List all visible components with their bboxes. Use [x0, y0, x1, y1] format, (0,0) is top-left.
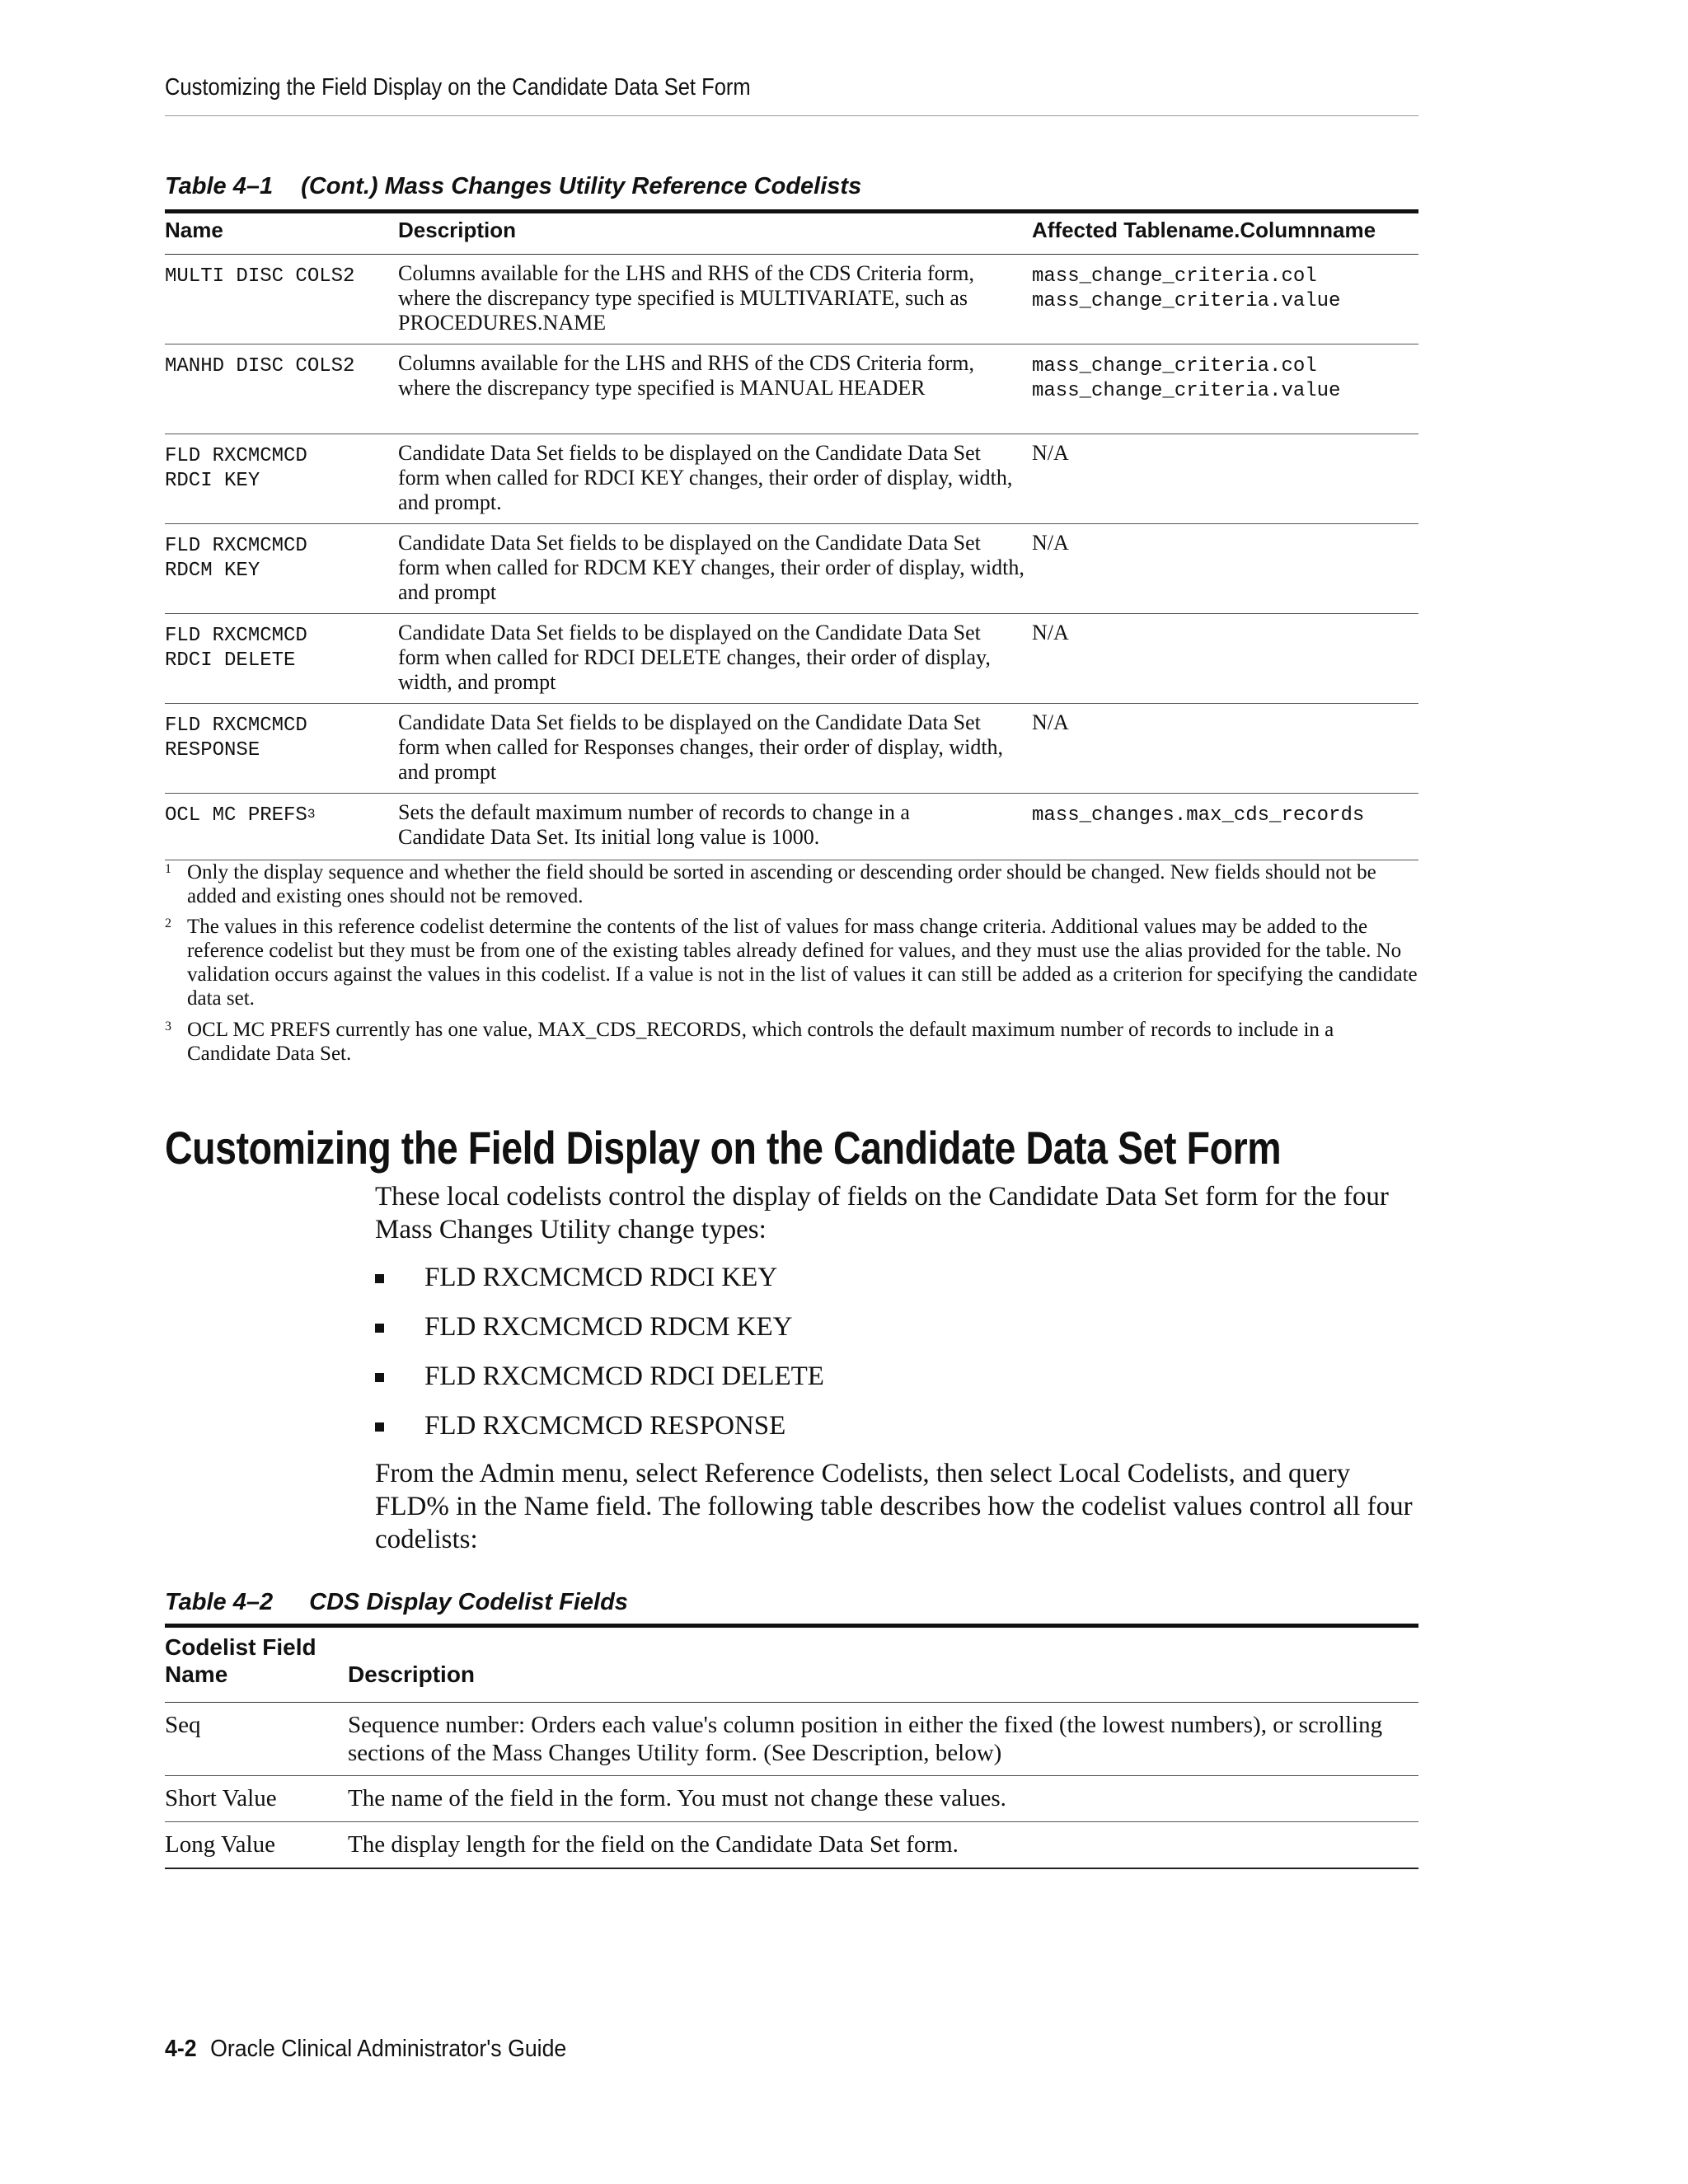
table-row — [165, 1822, 1418, 1869]
section-instructions: From the Admin menu, select Reference Codelists, then select Local Codelists, and query FLD% in the Name field. The following table describes how the codelist values control all four codelists: — [375, 1459, 1413, 1554]
footnote-3: 3 OCL MC PREFS currently has one value, MAX_CDS_RECORDS, which controls the default maximum number of records to include in a Candidate Data Set. — [165, 1019, 1334, 1065]
row-name: FLD RXCMCMCD RESPONSE — [165, 715, 307, 762]
table-row — [165, 1776, 1418, 1822]
page-footer — [165, 2036, 566, 2063]
row-description: Columns available for the LHS and RHS of the CDS Criteria form, where the discrepancy type specified is MULTIVARIATE, such as PROCEDURES.NAME — [398, 261, 975, 335]
row-affected: mass_changes.max_cds_records — [1032, 804, 1365, 827]
list-item: FLD RXCMCMCD RESPONSE — [375, 1409, 824, 1459]
table1-caption-title: (Cont.) Mass Changes Utility Reference Codelists — [301, 173, 862, 199]
row-affected: mass_change_criteria.col mass_change_criteria.value — [1032, 265, 1341, 312]
table2-caption-title: CDS Display Codelist Fields — [309, 1589, 628, 1615]
table2-caption-label: Table 4–2 — [165, 1589, 274, 1615]
table-row — [165, 255, 1418, 344]
row-name: MULTI DISC COLS2 — [165, 265, 355, 288]
row-affected: N/A — [1032, 621, 1069, 644]
bullet-square-icon — [375, 1422, 384, 1432]
table2-caption — [165, 1589, 628, 1616]
row-name: FLD RXCMCMCD RDCI DELETE — [165, 625, 307, 672]
codelist-bullet-list — [375, 1261, 824, 1459]
row-description: Sequence number: Orders each value's column position in either the fixed (the lowest numbers), or scrolling sections of the Mass Changes Utility form. (See Description, below) — [348, 1712, 1383, 1766]
table-row — [165, 344, 1418, 434]
table1-header-row — [165, 216, 1418, 255]
bullet-square-icon — [375, 1373, 384, 1382]
list-item: FLD RXCMCMCD RDCM KEY — [375, 1310, 824, 1360]
page-number: 4-2 — [165, 2036, 197, 2062]
row-affected: mass_change_criteria.col mass_change_criteria.value — [1032, 355, 1341, 402]
row-field: Long Value — [165, 1831, 275, 1858]
row-field: Short Value — [165, 1785, 277, 1811]
table-row — [165, 794, 1418, 860]
section-heading: Customizing the Field Display on the Candidate Data Set Form — [165, 1122, 1282, 1174]
row-field: Seq — [165, 1712, 201, 1738]
table1-caption — [165, 173, 861, 200]
row-description: Candidate Data Set fields to be displayed on the Candidate Data Set form when called for RDCM KEY changes, their order of display, width, and prompt — [398, 531, 1025, 604]
list-item: FLD RXCMCMCD RDCI DELETE — [375, 1360, 824, 1409]
book-title: Oracle Clinical Administrator's Guide — [210, 2036, 567, 2062]
row-description: Columns available for the LHS and RHS of the CDS Criteria form, where the discrepancy type specified is MANUAL HEADER — [398, 351, 975, 400]
table2-header-row — [165, 1636, 1418, 1703]
table2-col-description: Description — [348, 1661, 476, 1687]
row-description: Sets the default maximum number of records to change in a Candidate Data Set. Its initial long value is 1000. — [398, 800, 910, 849]
table-row — [165, 704, 1418, 794]
row-name: MANHD DISC COLS2 — [165, 355, 355, 377]
table-row — [165, 1703, 1418, 1776]
section-intro: These local codelists control the display of fields on the Candidate Data Set form for the four Mass Changes Utility change types: — [375, 1182, 1389, 1244]
table2-col-field: Codelist Field Name — [165, 1634, 316, 1687]
row-description: Candidate Data Set fields to be displayed on the Candidate Data Set form when called for RDCI DELETE changes, their order of display, width, and prompt — [398, 621, 991, 694]
row-name: OCL MC PREFS$^3$ — [165, 804, 316, 827]
bullet-square-icon — [375, 1274, 384, 1283]
table1-col-name: Name — [165, 218, 223, 242]
footnote-1: 1 Only the display sequence and whether the field should be sorted in ascending or descending order should be changed. New fields should not be added and existing ones should not be removed. — [165, 861, 1376, 907]
table1 — [165, 216, 1418, 860]
row-name: FLD RXCMCMCD RDCI KEY — [165, 445, 307, 492]
table-row — [165, 524, 1418, 614]
table1-col-affected: Affected Tablename.Columnname — [1032, 218, 1376, 242]
bullet-square-icon — [375, 1324, 384, 1333]
table1-caption-label: Table 4–1 — [165, 173, 274, 199]
row-name: FLD RXCMCMCD RDCM KEY — [165, 535, 307, 582]
row-description: Candidate Data Set fields to be displayed on the Candidate Data Set form when called for Responses changes, their order of display, width, and prompt — [398, 710, 1004, 784]
row-description: The display length for the field on the Candidate Data Set form. — [348, 1831, 959, 1858]
row-description: Candidate Data Set fields to be displayed on the Candidate Data Set form when called for RDCI KEY changes, their order of display, width, and prompt. — [398, 441, 1013, 514]
running-header: Customizing the Field Display on the Candidate Data Set Form — [165, 74, 751, 101]
table1-top-rule — [165, 209, 1418, 213]
table1-col-description: Description — [398, 218, 517, 242]
table-row — [165, 434, 1418, 524]
list-item: FLD RXCMCMCD RDCI KEY — [375, 1261, 824, 1310]
header-rule — [165, 115, 1418, 116]
table2-top-rule — [165, 1624, 1418, 1628]
footnote-ref: 3 — [307, 807, 316, 822]
table-row — [165, 614, 1418, 704]
table2 — [165, 1636, 1418, 1869]
row-affected: N/A — [1032, 441, 1069, 465]
footnote-2: 2 The values in this reference codelist determine the contents of the list of values for mass change criteria. Additional values may be added to the reference codelist but they must be from one of the existing tables already defined for values, and they must use the alias provided for the table. No validation occurs against the values in this codelist. If a value is not in the list of values it can still be added as a criterion for specifying the candidate data set. — [165, 916, 1418, 1010]
row-affected: N/A — [1032, 531, 1069, 555]
row-affected: N/A — [1032, 710, 1069, 734]
row-description: The name of the field in the form. You must not change these values. — [348, 1785, 1006, 1811]
